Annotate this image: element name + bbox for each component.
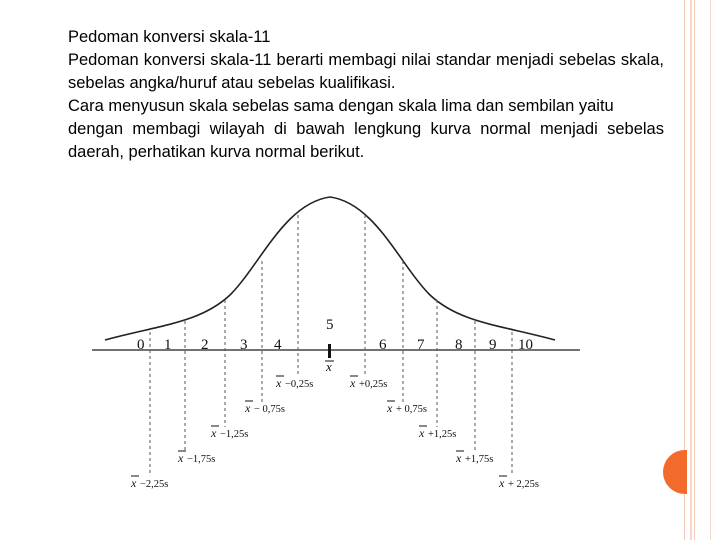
boundary-label: + 0,75s — [396, 404, 428, 415]
svg-text:x: x — [211, 426, 217, 440]
mean-marker — [328, 344, 331, 358]
scale-number: 0 — [137, 337, 145, 353]
scale-number: 2 — [201, 337, 209, 353]
svg-text:x: x — [131, 476, 137, 490]
scale-number: 1 — [164, 337, 172, 353]
boundary-label: +1,25s — [428, 429, 457, 440]
svg-text:x: x — [387, 401, 393, 415]
slide-title: Pedoman konversi skala-11 — [68, 28, 271, 46]
svg-text:x: x — [456, 451, 462, 465]
paragraph-method: Cara menyusun skala sebelas sama dengan skala lima dan sembilan yaitu — [68, 97, 614, 115]
svg-text:x: x — [178, 451, 184, 465]
boundary-label: −2,25s — [140, 479, 169, 490]
scale-number: 9 — [489, 337, 497, 353]
boundary-label: −1,75s — [187, 454, 216, 465]
scale-number: 8 — [455, 337, 463, 353]
scale-number: 10 — [518, 337, 533, 353]
scale-number: 5 — [326, 317, 334, 333]
scale-number: 3 — [240, 337, 248, 353]
svg-text:x: x — [245, 401, 251, 415]
boundary-label: −0,25s — [285, 379, 314, 390]
scale-number: 7 — [417, 337, 425, 353]
boundary-label: − 0,75s — [254, 404, 286, 415]
mean-symbol: x — [326, 359, 332, 374]
paragraph-definition: Pedoman konversi skala-11 berarti membagi nilai standar menjadi sebelas skala, sebelas angka/huruf atau sebelas kualifikasi. — [68, 51, 664, 92]
boundary-label: +1,75s — [465, 454, 494, 465]
svg-text:x: x — [276, 376, 282, 390]
boundary-label: + 2,25s — [508, 479, 540, 490]
svg-text:x: x — [499, 476, 505, 490]
scale-number: 4 — [274, 337, 282, 353]
normal-curve-svg — [80, 185, 600, 505]
scale-number: 6 — [379, 337, 387, 353]
svg-text:x: x — [350, 376, 356, 390]
paragraph-normal-curve: dengan membagi wilayah di bawah lengkung kurva normal menjadi sebelas daerah, perhatikan kurva normal berikut. — [68, 120, 664, 161]
boundary-label: −1,25s — [220, 429, 249, 440]
slide-text-block — [68, 26, 664, 164]
orange-decoration — [663, 450, 687, 494]
boundary-label: +0,25s — [359, 379, 388, 390]
svg-text:x: x — [419, 426, 425, 440]
normal-curve-diagram — [80, 185, 600, 505]
